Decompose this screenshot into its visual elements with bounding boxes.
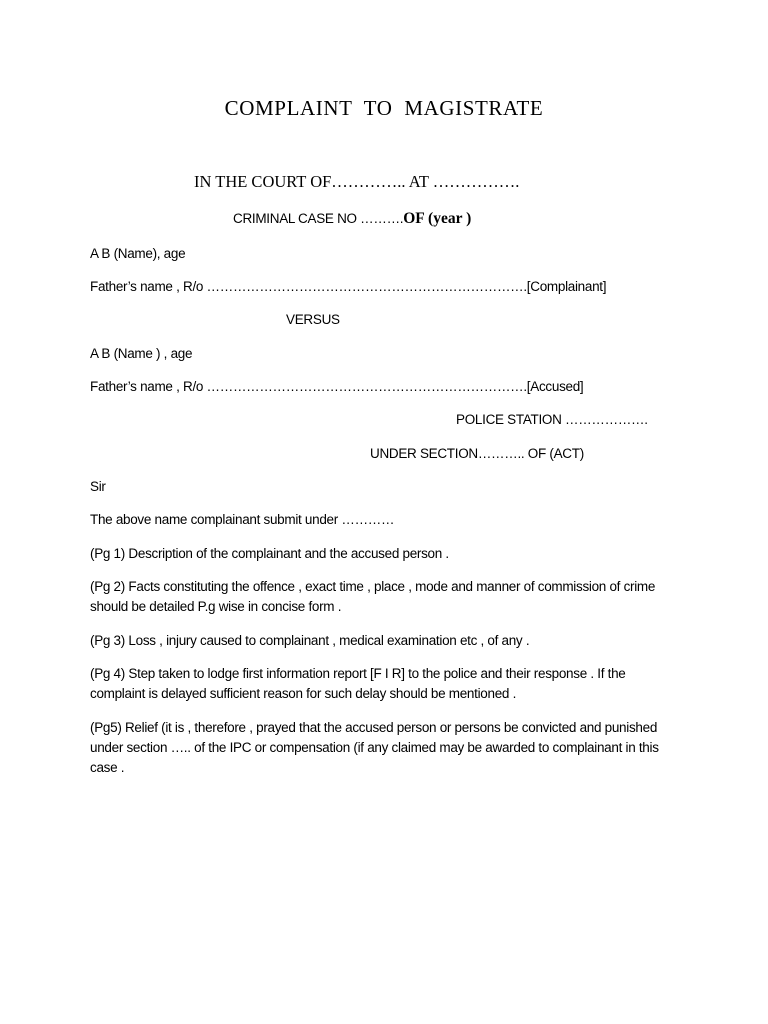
paragraph-pg2: (Pg 2) Facts constituting the offence , exact time , place , mode and manner of commission of crime should be detailed P.g wise in concise form . [90, 579, 656, 614]
police-station-line: POLICE STATION ………………. [456, 412, 648, 427]
document-title: COMPLAINT TO MAGISTRATE [224, 96, 544, 120]
paragraph-pg4: (Pg 4) Step taken to lodge first information report [F I R] to the police and their response . If the complaint is delayed sufficient reason for such delay should be mentioned . [90, 666, 626, 701]
paragraph-pg5: (Pg5) Relief (it is , therefore , prayed that the accused person or persons be convicted and punished under section ….. of the IPC or compensation (if any claimed may be awarded to complainant in this case . [90, 720, 659, 775]
case-number-suffix: OF (year ) [403, 210, 472, 227]
under-section-line: UNDER SECTION……….. OF (ACT) [370, 446, 584, 461]
case-number-prefix: CRIMINAL CASE NO ………. [233, 211, 404, 226]
accused-name-line: A B (Name ) , age [90, 346, 193, 361]
case-number-line [233, 209, 471, 229]
paragraph-pg1: (Pg 1) Description of the complainant and the accused person . [90, 546, 449, 561]
versus-label: VERSUS [286, 312, 340, 327]
salutation: Sir [90, 479, 106, 494]
court-line: IN THE COURT OF………….. AT ……………. [194, 172, 520, 191]
intro-line: The above name complainant submit under ………… [90, 512, 395, 527]
complainant-father-line: Father’s name , R/o ……………………………………………………………….[Complainant] [90, 279, 607, 294]
paragraph-pg3: (Pg 3) Loss , injury caused to complainant , medical examination etc , of any . [90, 633, 530, 648]
accused-father-line: Father’s name , R/o ……………………………………………………………….[Accused] [90, 379, 584, 394]
complainant-name-line: A B (Name), age [90, 246, 186, 261]
